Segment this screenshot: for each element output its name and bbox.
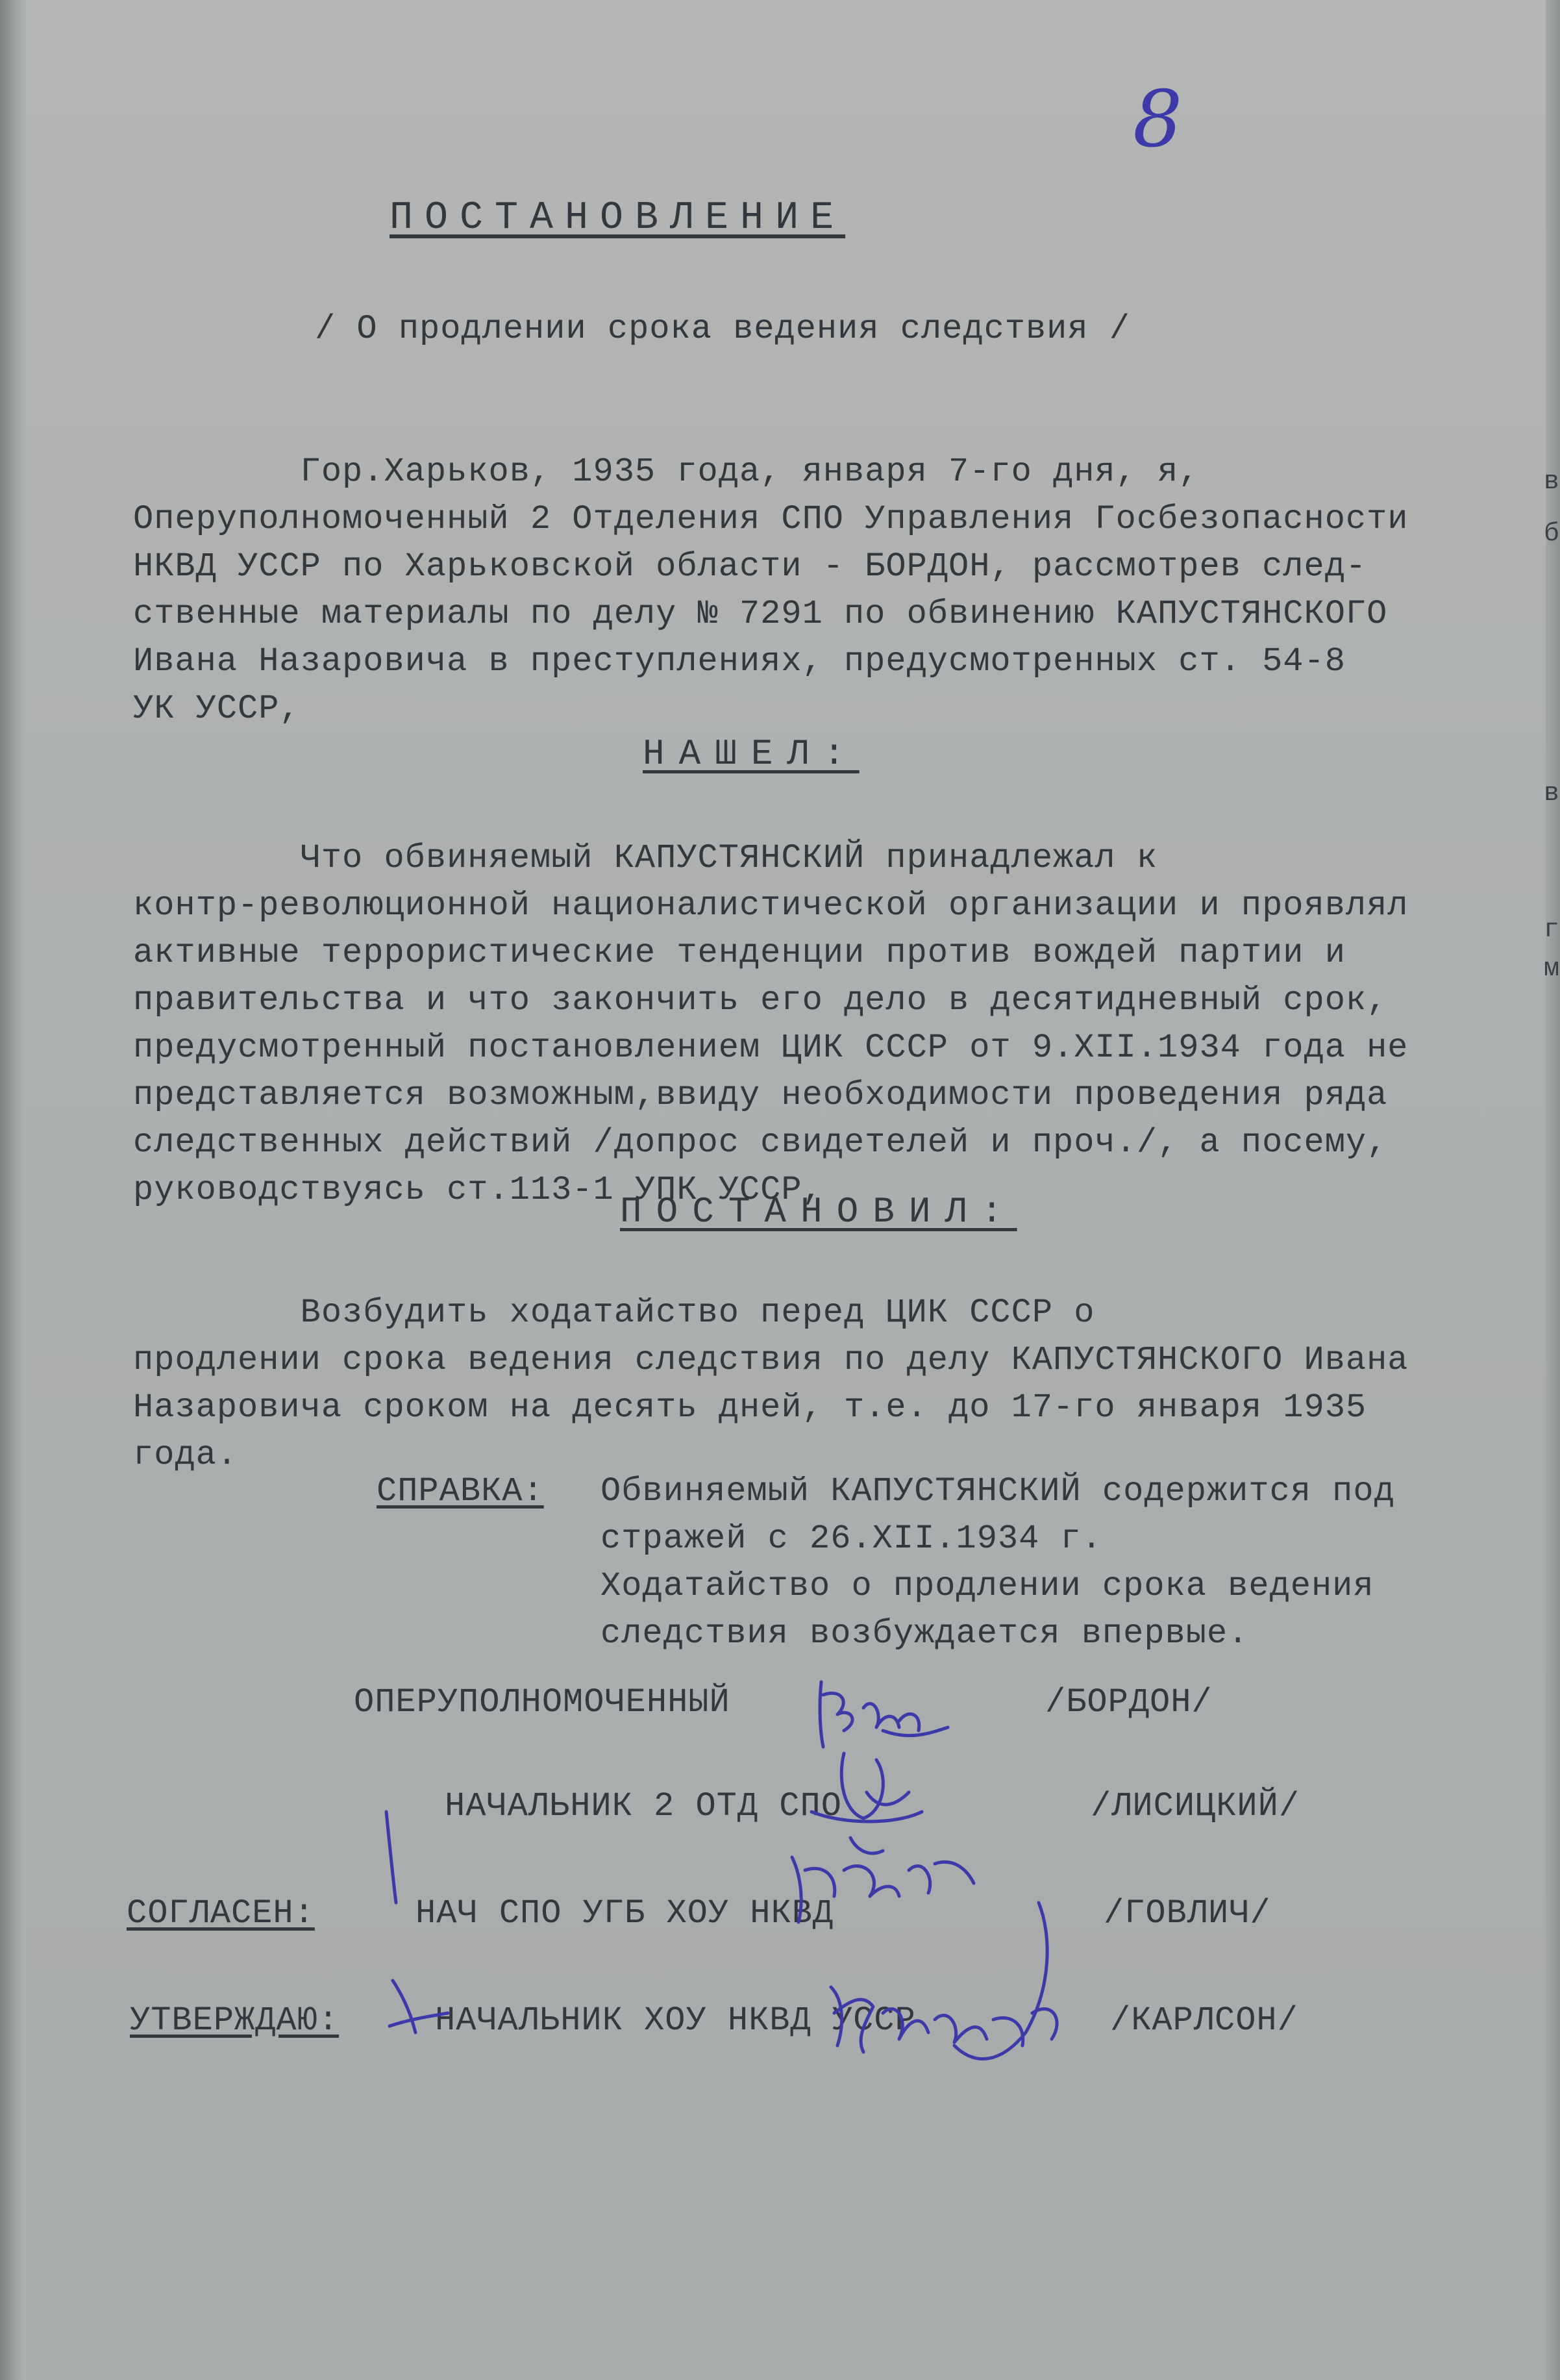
intro-line: Оперуполномоченный 2 Отделения СПО Управления Госбезопасности bbox=[133, 500, 1409, 538]
edge-mark: б bbox=[1544, 520, 1560, 549]
found-line: предусмотренный постановлением ЦИК СССР от 9.XII.1934 года не bbox=[133, 1029, 1409, 1067]
signature-position: ОПЕРУПОЛНОМОЧЕННЫЙ bbox=[354, 1683, 730, 1722]
signature-label: УТВЕРЖДАЮ: bbox=[130, 2001, 340, 2040]
signature-label: СОГЛАСЕН: bbox=[127, 1894, 315, 1933]
edge-mark: в bbox=[1544, 468, 1560, 497]
intro-line: УК УССР, bbox=[133, 690, 301, 728]
note-line: стражей с 26.XII.1934 г. bbox=[600, 1520, 1102, 1558]
found-line: Что обвиняемый КАПУСТЯНСКИЙ принадлежал к bbox=[133, 839, 1158, 877]
intro-line: НКВД УССР по Харьковской области - БОРДОН, рассмотрев след- bbox=[133, 547, 1367, 586]
signature-position: НАЧ СПО УГБ ХОУ НКВД bbox=[415, 1894, 834, 1933]
note-line: следствия возбуждается впервые. bbox=[600, 1614, 1249, 1653]
decided-heading: ПОСТАНОВИЛ: bbox=[620, 1191, 1017, 1233]
signature-name: /ГОВЛИЧ/ bbox=[1104, 1894, 1271, 1933]
edge-mark: г bbox=[1544, 916, 1560, 945]
page-left-shadow bbox=[0, 0, 26, 2380]
decided-line: продлении срока ведения следствия по делу КАПУСТЯНСКОГО Ивана bbox=[133, 1341, 1409, 1379]
found-paragraph bbox=[133, 834, 1516, 1214]
found-line: следственных действий /допрос свидетелей и проч./, а посему, bbox=[133, 1123, 1388, 1162]
intro-line: Ивана Назаровича в преступлениях, предусмотренных ст. 54-8 bbox=[133, 642, 1346, 681]
note-text bbox=[600, 1468, 1444, 1657]
found-line: контр-революционной националистической организации и проявлял bbox=[133, 886, 1409, 925]
signature-position: НАЧАЛЬНИК ХОУ НКВД УССР bbox=[435, 2001, 916, 2040]
found-line: активные террористические тенденции против вождей партии и bbox=[133, 934, 1346, 972]
margin-tick bbox=[386, 1812, 396, 1903]
signature-position: НАЧАЛЬНИК 2 ОТД СПО bbox=[445, 1787, 842, 1825]
intro-line: Гор.Харьков, 1935 года, января 7-го дня, я, bbox=[133, 453, 1200, 491]
note-line: Ходатайство о продлении срока ведения bbox=[600, 1567, 1374, 1605]
document-subtitle: / О продлении срока ведения следствия / bbox=[315, 310, 1130, 348]
signature-name: /ЛИСИЦКИЙ/ bbox=[1091, 1787, 1300, 1825]
decided-line: Возбудить ходатайство перед ЦИК СССР о bbox=[133, 1294, 1095, 1332]
intro-line: ственные материалы по делу № 7291 по обвинению КАПУСТЯНСКОГО bbox=[133, 595, 1388, 633]
found-line: руководствуясь ст.113-1 УПК УССР, bbox=[133, 1171, 823, 1209]
edge-mark: м bbox=[1544, 955, 1560, 984]
signature-name: /КАРЛСОН/ bbox=[1110, 2001, 1298, 2040]
handwritten-page-number: 8 bbox=[1133, 75, 1183, 165]
decided-paragraph bbox=[133, 1289, 1516, 1479]
found-line: представляется возможным,ввиду необходимости проведения ряда bbox=[133, 1076, 1388, 1114]
signature-stroke-bordon bbox=[820, 1682, 948, 1747]
note-label: СПРАВКА: bbox=[377, 1472, 544, 1510]
found-line: правительства и что закончить его дело в десятидневный срок, bbox=[133, 981, 1388, 1020]
edge-mark: в bbox=[1544, 779, 1560, 808]
decided-line: года. bbox=[133, 1436, 238, 1474]
page-right-edge bbox=[1546, 0, 1560, 2380]
decided-line: Назаровича сроком на десять дней, т.е. до 17-го января 1935 bbox=[133, 1388, 1367, 1427]
intro-paragraph bbox=[133, 448, 1516, 733]
document-title: ПОСТАНОВЛЕНИЕ bbox=[390, 196, 846, 240]
note-line: Обвиняемый КАПУСТЯНСКИЙ содержится под bbox=[600, 1472, 1395, 1510]
found-heading: НАШЕЛ: bbox=[643, 733, 860, 775]
signature-name: /БОРДОН/ bbox=[1045, 1683, 1213, 1722]
